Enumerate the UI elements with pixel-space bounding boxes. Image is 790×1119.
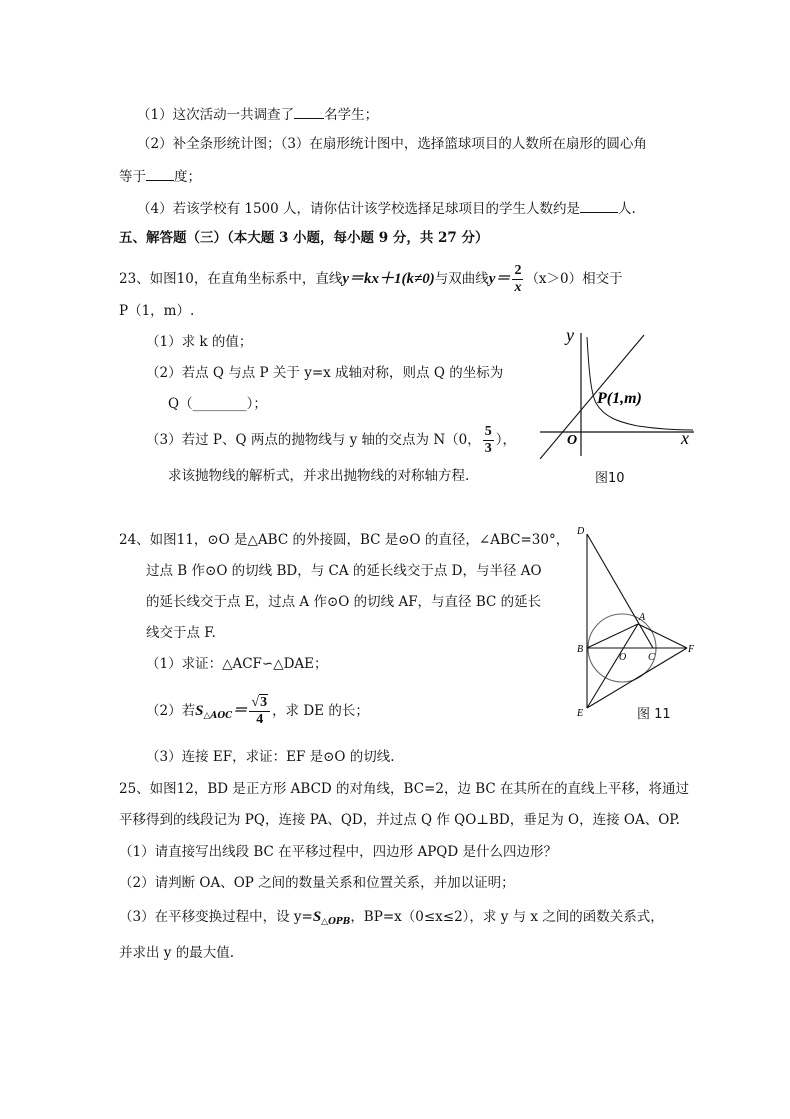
- figure-11-geometry: [575, 522, 705, 720]
- section-title: 五、解答题（三）（本大题 3 小题，每小题 9 分，共 27 分）: [119, 230, 489, 246]
- n-fraction: $\frac{5}{3}$: [484, 424, 492, 456]
- x-axis-label: x: [681, 428, 689, 448]
- figure-10-graph: [538, 323, 698, 459]
- q24-line2: 过点 B 作⊙O 的切线 BD，与 CA 的延长线交于点 D，与半径 AO: [146, 563, 542, 579]
- label-a: A: [639, 612, 646, 623]
- q23-intro: 23、如图10，在直角坐标系中，直线y＝kx＋1(k≠0)与双曲线y＝ $\frac{2}{x}$ （x＞0）相交于: [119, 263, 623, 295]
- label-f: F: [688, 644, 695, 655]
- answer-blank: [580, 198, 618, 213]
- label-e: E: [577, 708, 584, 719]
- y-axis-label: y: [566, 325, 574, 345]
- q24-line1: 24、如图11，⊙O 是△ABC 的外接圆，BC 是⊙O 的直径，∠ABC=30°，: [119, 532, 570, 548]
- q22-part2: （2）补全条形统计图；（3）在扇形统计图中，选择篮球项目的人数所在扇形的圆心角: [137, 136, 647, 152]
- answer-blank: [146, 166, 174, 181]
- q24-line4: 线交于点 F.: [146, 625, 216, 641]
- origin-label: O: [567, 433, 578, 448]
- q22-part1: （1）这次活动一共调查了 名学生；: [137, 104, 378, 124]
- q24-part3: （3）连接 EF，求证：EF 是⊙O 的切线.: [146, 749, 395, 765]
- answer-blank: [294, 104, 324, 119]
- hyperbola-fraction: $\frac{2}{x}$: [514, 263, 522, 295]
- q23-part1: （1）求 k 的值；: [146, 334, 253, 350]
- q22-part4: （4）若该学校有 1500 人，请你估计该学校选择足球项目的学生人数约是 人.: [137, 198, 636, 218]
- q23-part2: （2）若点 Q 与点 P 关于 y=x 成轴对称，则点 Q 的坐标为: [146, 365, 504, 381]
- point-p-label: P(1,m): [597, 390, 642, 407]
- q23-part3-cont: 求该抛物线的解析式，并求出抛物线的对称轴方程.: [168, 468, 470, 484]
- q25-line2: 平移得到的线段记为 PQ，连接 PA、QD，并过点 Q 作 QO⊥BD，垂足为 O，连接 OA、OP.: [119, 812, 680, 828]
- q25-part1: （1）请直接写出线段 BC 在平移过程中，四边形 APQD 是什么四边形？: [119, 844, 557, 860]
- label-c: C: [648, 652, 655, 663]
- q23-part2-answer: Q（________）；: [168, 396, 267, 412]
- q25-part4: 并求出 y 的最大值.: [119, 945, 235, 961]
- q23-part3: （3）若过 P、Q 两点的抛物线与 y 轴的交点为 N（0， $\frac{5}{3}$ ），: [146, 424, 516, 456]
- q22-part3: 等于 度；: [119, 166, 201, 186]
- label-b: B: [577, 644, 584, 655]
- q24-line3: 的延长线交于点 E，过点 A 作⊙O 的切线 AF，与直径 BC 的延长: [146, 594, 542, 610]
- label-o: O: [619, 652, 627, 663]
- q25-part2: （2）请判断 OA、OP 之间的数量关系和位置关系，并加以证明；: [119, 875, 515, 891]
- segment-ef: [587, 648, 687, 708]
- q24-part2: （2）若$S_{\triangle AOC}=$ $\frac{√3}{4}$ ，求 DE 的长；: [146, 695, 369, 727]
- segment-af: [638, 624, 687, 648]
- figure-10-caption: 图10: [595, 471, 625, 486]
- q25-part3: （3）在平移变换过程中，设 $y=S_{\triangle OPB}$，BP=x（0≤x≤2），求 y 与 x 之间的函数关系式，: [119, 909, 664, 927]
- area-fraction: $\frac{√3}{4}$: [249, 695, 270, 728]
- q23-intro-point: P（1，m）.: [119, 303, 195, 319]
- q25-line1: 25、如图12，BD 是正方形 ABCD 的对角线，BC=2，边 BC 在其所在的直线上平移，将通过: [119, 781, 690, 797]
- figure-11-caption: 图 11: [637, 707, 671, 722]
- segment-dc: [587, 534, 653, 648]
- q24-part1: （1）求证：△ACF∽△DAE；: [146, 656, 328, 672]
- label-d: D: [577, 526, 585, 537]
